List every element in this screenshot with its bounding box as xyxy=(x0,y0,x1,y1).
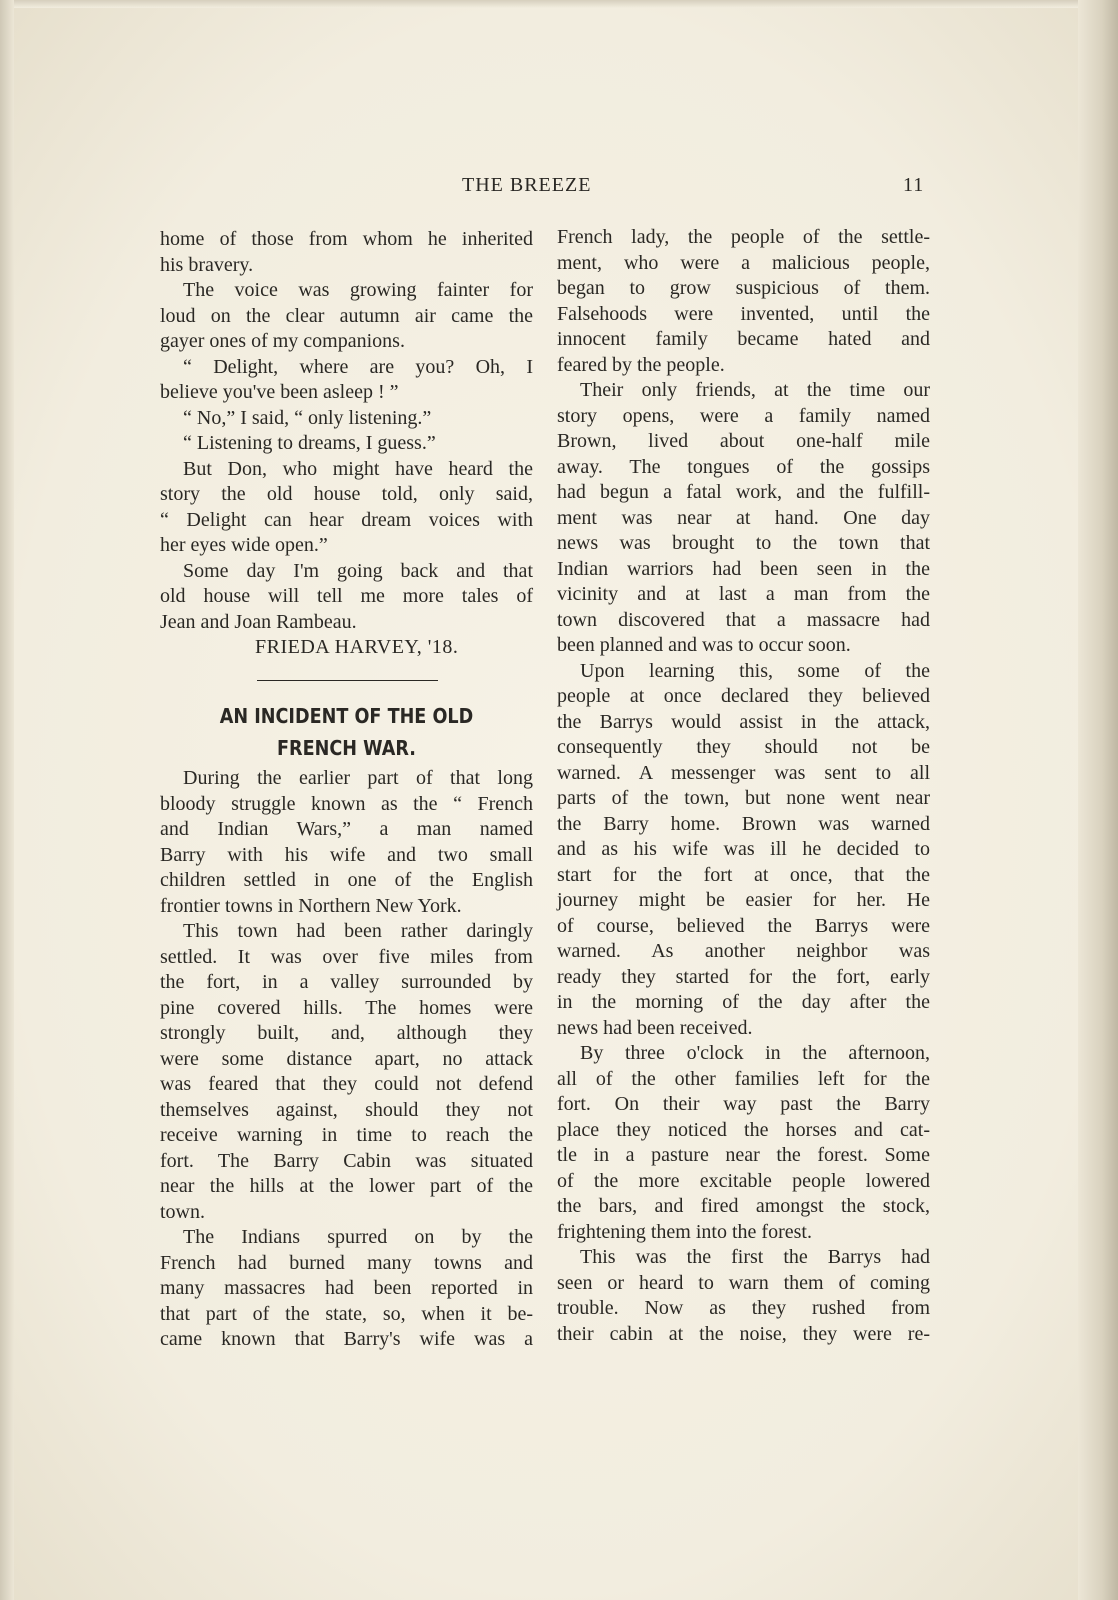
text-line: “ No,” I said, “ only listening.” xyxy=(183,406,432,429)
paragraph xyxy=(160,227,533,278)
text-line: and as his wife was ill he decided to xyxy=(557,838,930,860)
text-line: was feared that they could not defend xyxy=(160,1073,533,1095)
text-line: gayer ones of my companions. xyxy=(160,330,405,352)
paragraph xyxy=(557,1041,930,1245)
text-line: that part of the state, so, when it be- xyxy=(160,1302,533,1325)
left-column-article xyxy=(160,766,533,1353)
right-column-article xyxy=(557,225,930,1347)
paragraph xyxy=(160,431,533,457)
paragraph xyxy=(557,225,930,378)
text-line: strongly built, and, although they xyxy=(160,1022,533,1044)
text-line: the Barrys would assist in the attack, xyxy=(557,710,930,733)
article-title-line: FRENCH WAR. xyxy=(277,736,416,760)
text-line: of the more excitable people lowered xyxy=(557,1169,930,1192)
paragraph xyxy=(160,1225,533,1353)
text-line: town. xyxy=(160,1200,205,1223)
text-line: pine covered hills. The homes were xyxy=(160,996,533,1019)
text-line: Indian warriors had been seen in the xyxy=(557,557,930,580)
paragraph xyxy=(160,457,533,559)
text-line: “ Delight can hear dream voices with xyxy=(160,508,533,531)
text-line: vicinity and at last a man from the xyxy=(557,583,930,605)
text-line: their cabin at the noise, they were re- xyxy=(557,1322,930,1345)
text-line: French had burned many towns and xyxy=(160,1251,533,1274)
text-line: feared by the people. xyxy=(557,353,725,376)
text-line: the bars, and fired amongst the stock, xyxy=(557,1195,930,1217)
left-column-story-end xyxy=(160,227,533,635)
paragraph xyxy=(557,378,930,659)
text-line: This town had been rather daringly xyxy=(183,920,533,942)
text-line: By three o'clock in the afternoon, xyxy=(580,1042,930,1064)
text-line: “ Listening to dreams, I guess.” xyxy=(183,432,436,454)
text-line: near the hills at the lower part of the xyxy=(160,1175,533,1197)
paragraph xyxy=(160,355,533,406)
text-line: bloody struggle known as the “ French xyxy=(160,792,533,815)
page-edge-top xyxy=(0,0,1118,8)
text-line: news was brought to the town that xyxy=(557,532,930,554)
text-line: Their only friends, at the time our xyxy=(580,379,930,401)
text-line: story opens, were a family named xyxy=(557,404,930,427)
text-line: all of the other families left for the xyxy=(557,1067,930,1090)
paragraph xyxy=(557,1245,930,1347)
article-title xyxy=(182,700,510,764)
text-line: journey might be easier for her. He xyxy=(557,889,930,911)
text-line: warned. As another neighbor was xyxy=(557,940,930,962)
text-line: parts of the town, but none went near xyxy=(557,787,930,809)
text-line: This was the first the Barrys had xyxy=(580,1246,930,1268)
text-line: been planned and was to occur soon. xyxy=(557,634,851,656)
text-line: The voice was growing fainter for xyxy=(183,279,533,301)
text-line: news had been received. xyxy=(557,1016,753,1039)
text-line: seen or heard to warn them of coming xyxy=(557,1271,930,1294)
text-line: people at once declared they believed xyxy=(557,685,930,707)
text-line: Jean and Joan Rambeau. xyxy=(160,610,357,633)
text-line: frontier towns in Northern New York. xyxy=(160,894,462,917)
text-line: story the old house told, only said, xyxy=(160,483,533,505)
text-line: Barry with his wife and two small xyxy=(160,843,533,866)
text-line: consequently they should not be xyxy=(557,736,930,758)
text-line: had begun a fatal work, and the fulfill- xyxy=(557,481,930,503)
text-line: her eyes wide open.” xyxy=(160,534,328,556)
page-edge-right xyxy=(1078,0,1118,1600)
text-line: old house will tell me more tales of xyxy=(160,585,533,607)
paragraph xyxy=(160,406,533,432)
text-line: the Barry home. Brown was warned xyxy=(557,812,930,835)
text-line: trouble. Now as they rushed from xyxy=(557,1297,930,1319)
signature-block xyxy=(160,635,533,661)
section-divider xyxy=(257,680,438,681)
text-line: away. The tongues of the gossips xyxy=(557,455,930,478)
text-line: and Indian Wars,” a man named xyxy=(160,818,533,840)
text-line: began to grow suspicious of them. xyxy=(557,277,930,299)
text-line: Upon learning this, some of the xyxy=(580,659,930,682)
text-line: receive warning in time to reach the xyxy=(160,1124,533,1146)
paragraph xyxy=(160,559,533,636)
text-line: came known that Barry's wife was a xyxy=(160,1328,533,1350)
text-line: his bravery. xyxy=(160,253,254,276)
paragraph xyxy=(557,659,930,1042)
text-line: ment was near at hand. One day xyxy=(557,506,930,529)
text-line: in the morning of the day after the xyxy=(557,991,930,1013)
text-line: ready they started for the fort, early xyxy=(557,965,930,988)
page-edge-left xyxy=(0,0,14,1600)
text-line: fort. On their way past the Barry xyxy=(557,1093,930,1115)
text-line: place they noticed the horses and cat- xyxy=(557,1118,930,1141)
text-line: town discovered that a massacre had xyxy=(557,608,930,631)
text-line: themselves against, should they not xyxy=(160,1098,533,1121)
text-line: frightening them into the forest. xyxy=(557,1220,812,1243)
text-line: But Don, who might have heard the xyxy=(183,457,533,480)
paragraph xyxy=(160,919,533,1225)
text-line: the fort, in a valley surrounded by xyxy=(160,971,533,993)
text-line: believe you've been asleep ! ” xyxy=(160,381,399,403)
text-line: many massacres had been reported in xyxy=(160,1277,533,1299)
author-signature: FRIEDA HARVEY, '18. xyxy=(255,636,459,658)
running-header-title: THE BREEZE xyxy=(462,174,592,196)
text-line: French lady, the people of the settle- xyxy=(557,226,930,248)
text-line: were some distance apart, no attack xyxy=(160,1047,533,1070)
text-line: home of those from whom he inherited xyxy=(160,228,533,250)
text-line: Some day I'm going back and that xyxy=(183,559,533,582)
text-line: of course, believed the Barrys were xyxy=(557,914,930,937)
text-line: fort. The Barry Cabin was situated xyxy=(160,1149,533,1172)
text-line: warned. A messenger was sent to all xyxy=(557,761,930,784)
text-line: “ Delight, where are you? Oh, I xyxy=(183,355,533,378)
text-line: Brown, lived about one-half mile xyxy=(557,430,930,452)
page-number: 11 xyxy=(903,174,925,196)
paragraph xyxy=(160,766,533,919)
text-line: During the earlier part of that long xyxy=(183,767,533,789)
text-line: Falsehoods were invented, until the xyxy=(557,302,930,325)
text-line: tle in a pasture near the forest. Some xyxy=(557,1144,930,1166)
text-line: loud on the clear autumn air came the xyxy=(160,304,533,327)
text-line: settled. It was over five miles from xyxy=(160,945,533,968)
text-line: start for the fort at once, that the xyxy=(557,863,930,886)
text-line: The Indians spurred on by the xyxy=(183,1226,533,1248)
text-line: children settled in one of the English xyxy=(160,869,533,891)
article-title-line: AN INCIDENT OF THE OLD xyxy=(219,704,474,728)
text-line: innocent family became hated and xyxy=(557,328,930,350)
text-line: ment, who were a malicious people, xyxy=(557,251,930,274)
paragraph xyxy=(160,278,533,355)
